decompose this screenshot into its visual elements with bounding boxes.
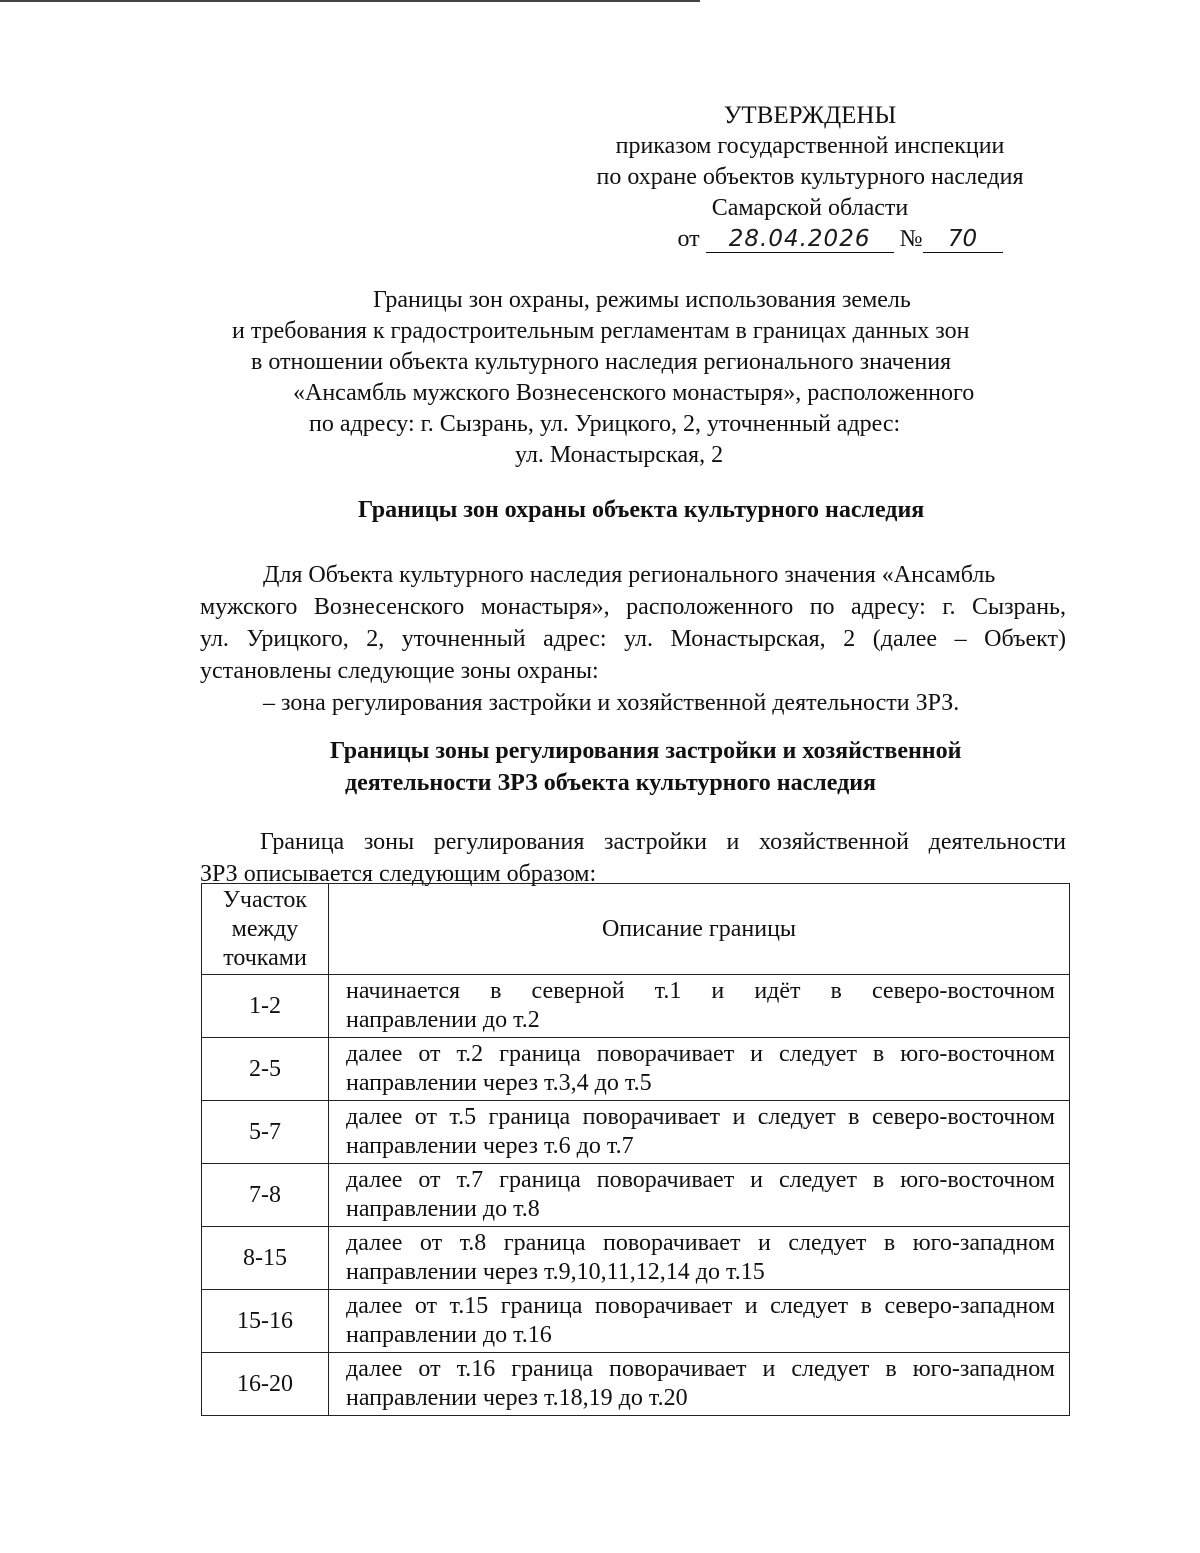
description-line-1: далее от т.5 граница поворачивает и следует в северо-восточном bbox=[346, 1104, 1055, 1130]
segment-cell: 8-15 bbox=[202, 1227, 329, 1290]
table-row bbox=[202, 1290, 1070, 1353]
approval-line-1: приказом государственной инспекции bbox=[615, 133, 1005, 159]
header-segment-line-2: между bbox=[231, 915, 299, 942]
approval-title: УТВЕРЖДЕНЫ bbox=[723, 102, 897, 129]
description-line-1: далее от т.2 граница поворачивает и следует в юго-восточном bbox=[346, 1041, 1055, 1067]
table-row bbox=[202, 975, 1070, 1038]
description-line-1: далее от т.7 граница поворачивает и следует в юго-восточном bbox=[346, 1167, 1055, 1193]
header-segment-line-1: Участок bbox=[222, 886, 308, 913]
paragraph-zones bbox=[200, 559, 1066, 719]
title-line-5: по адресу: г. Сызрань, ул. Урицкого, 2, уточненный адрес: bbox=[309, 411, 901, 437]
table-row bbox=[202, 1038, 1070, 1101]
description-cell bbox=[329, 1353, 1070, 1416]
description-line-2: направлении через т.18,19 до т.20 bbox=[346, 1385, 688, 1411]
header-segment-line-3: точками bbox=[223, 944, 307, 971]
date-prefix: от bbox=[677, 226, 700, 252]
description-line-2: направлении до т.2 bbox=[346, 1007, 540, 1033]
segment-cell: 1-2 bbox=[202, 975, 329, 1038]
description-cell bbox=[329, 1164, 1070, 1227]
table-row bbox=[202, 1164, 1070, 1227]
para2-line-1: Граница зоны регулирования застройки и хозяйственной деятельности bbox=[260, 829, 1066, 855]
description-cell bbox=[329, 1290, 1070, 1353]
approval-date-line bbox=[560, 224, 1060, 255]
para1-line-2: мужского Вознесенского монастыря», расположенного по адресу: г. Сызрань, bbox=[200, 594, 1066, 620]
handwritten-number: 70 bbox=[923, 226, 1003, 253]
description-line-1: далее от т.8 граница поворачивает и следует в юго-западном bbox=[346, 1230, 1055, 1256]
para1-line-3: ул. Урицкого, 2, уточненный адрес: ул. Монастырская, 2 (далее – Объект) bbox=[200, 626, 1066, 652]
approval-line-2: по охране объектов культурного наследия bbox=[596, 164, 1024, 190]
scan-top-edge bbox=[0, 0, 700, 2]
paragraph-zrz bbox=[200, 826, 1066, 890]
document-title bbox=[195, 285, 1070, 471]
description-line-2: направлении до т.8 bbox=[346, 1196, 540, 1222]
para2-line-2: ЗРЗ описывается следующим образом: bbox=[200, 861, 597, 887]
description-cell bbox=[329, 1227, 1070, 1290]
table-row bbox=[202, 1353, 1070, 1416]
section-heading-zrz-1: Границы зоны регулирования застройки и хозяйственной bbox=[330, 738, 962, 764]
segment-cell: 7-8 bbox=[202, 1164, 329, 1227]
header-segment bbox=[202, 884, 329, 975]
segment-cell: 16-20 bbox=[202, 1353, 329, 1416]
para1-line-5: – зона регулирования застройки и хозяйственной деятельности ЗРЗ. bbox=[263, 690, 960, 716]
segment-cell: 5-7 bbox=[202, 1101, 329, 1164]
section-heading-zones: Границы зон охраны объекта культурного наследия bbox=[358, 497, 925, 523]
description-line-1: начинается в северной т.1 и идёт в северо-восточном bbox=[346, 978, 1055, 1004]
description-line-1: далее от т.16 граница поворачивает и следует в юго-западном bbox=[346, 1356, 1055, 1382]
handwritten-date: 28.04.2026 bbox=[706, 226, 894, 253]
description-cell bbox=[329, 1101, 1070, 1164]
description-cell bbox=[329, 1038, 1070, 1101]
segment-cell: 2-5 bbox=[202, 1038, 329, 1101]
title-line-1: Границы зон охраны, режимы использования земель bbox=[373, 287, 911, 313]
number-sign: № bbox=[899, 226, 923, 252]
description-line-2: направлении через т.3,4 до т.5 bbox=[346, 1070, 652, 1096]
header-description: Описание границы bbox=[329, 884, 1070, 975]
boundary-table bbox=[201, 883, 1070, 1416]
section-heading-zrz-2: деятельности ЗРЗ объекта культурного наследия bbox=[345, 770, 877, 796]
title-line-2: и требования к градостроительным регламентам в границах данных зон bbox=[232, 318, 970, 344]
approval-line-3: Самарской области bbox=[711, 195, 909, 221]
title-line-4: «Ансамбль мужского Вознесенского монастыря», расположенного bbox=[293, 380, 975, 406]
description-line-2: направлении через т.9,10,11,12,14 до т.15 bbox=[346, 1259, 765, 1285]
approval-block bbox=[560, 100, 1060, 255]
para1-line-1: Для Объекта культурного наследия регионального значения «Ансамбль bbox=[263, 562, 996, 588]
title-line-3: в отношении объекта культурного наследия регионального значения bbox=[251, 349, 952, 375]
description-line-2: направлении через т.6 до т.7 bbox=[346, 1133, 634, 1159]
segment-cell: 15-16 bbox=[202, 1290, 329, 1353]
table-header-row bbox=[202, 884, 1070, 975]
title-line-6: ул. Монастырская, 2 bbox=[515, 442, 724, 468]
description-line-2: направлении до т.16 bbox=[346, 1322, 552, 1348]
table-row bbox=[202, 1227, 1070, 1290]
description-cell bbox=[329, 975, 1070, 1038]
para1-line-4: установлены следующие зоны охраны: bbox=[200, 658, 599, 684]
description-line-1: далее от т.15 граница поворачивает и следует в северо-западном bbox=[346, 1293, 1055, 1319]
table-row bbox=[202, 1101, 1070, 1164]
